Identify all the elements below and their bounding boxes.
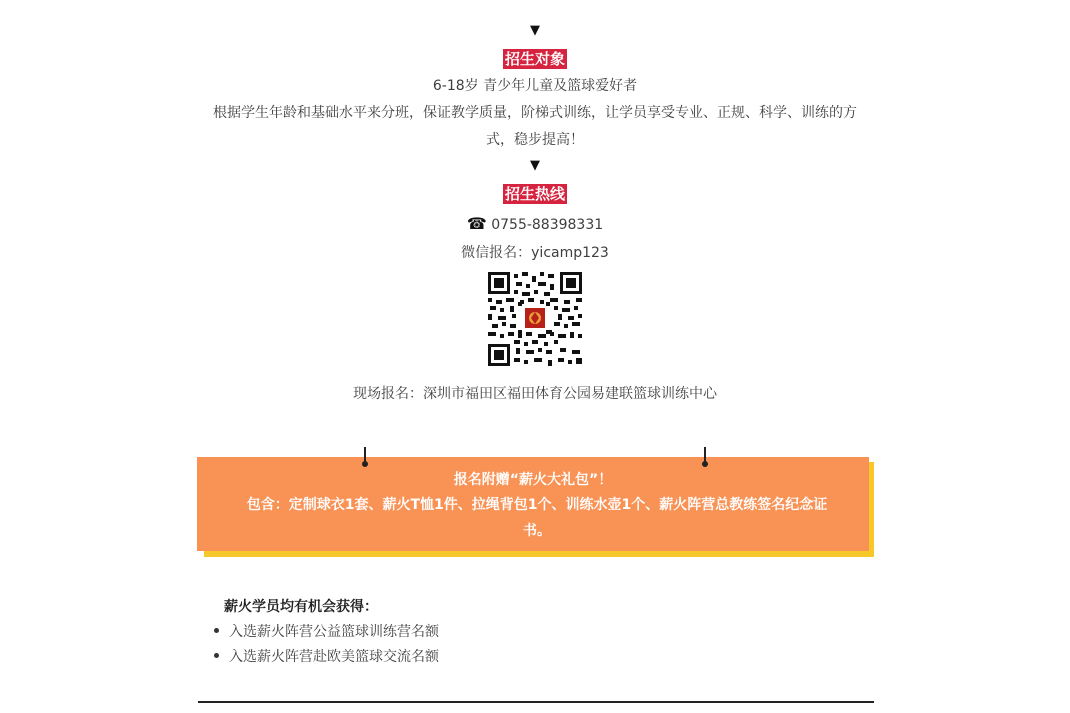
onsite-signup-text: 现场报名：深圳市福田区福田体育公园易建联篮球训练中心	[353, 386, 717, 402]
section-heading-target	[0, 49, 1070, 69]
heading-target-label: 招生对象	[504, 50, 565, 68]
age-range-text: 6-18岁 青少年儿童及篮球爱好者	[432, 78, 638, 94]
pin-left-head-icon	[362, 461, 368, 467]
list-item	[214, 647, 439, 667]
phone-line	[0, 214, 1070, 235]
list-item	[214, 622, 439, 642]
pin-right-head-icon	[702, 461, 708, 467]
wechat-signup-text: 微信报名：yicamp123	[461, 245, 609, 261]
arrow-down-icon: ▼	[530, 23, 540, 38]
divider	[198, 701, 874, 703]
description-text: 根据学生年龄和基础水平来分班，保证教学质量，阶梯式训练，让学员享受专业、正规、科学、训练的方式，稳步提高！	[213, 105, 857, 148]
bullet-icon	[214, 628, 219, 633]
gift-box-contents: 包含：定制球衣1套、薪火T恤1件、拉绳背包1个、训练水壶1个、薪火阵营总教练签名纪念证书。	[246, 497, 828, 539]
benefits-title: 薪火学员均有机会获得：	[224, 599, 378, 615]
gift-box-title: 报名附赠“薪火大礼包”！	[453, 472, 613, 488]
qr-code-icon	[488, 272, 582, 366]
list-item-label: 入选薪火阵营公益篮球训练营名额	[229, 624, 439, 640]
heading-hotline-label: 招生热线	[504, 185, 565, 203]
section-heading-hotline	[0, 184, 1070, 204]
phone-icon: ☎	[466, 214, 487, 233]
arrow-down-icon: ▼	[530, 158, 540, 173]
bullet-icon	[214, 653, 219, 658]
list-item-label: 入选薪火阵营赴欧美篮球交流名额	[229, 649, 439, 665]
phone-number[interactable]: 0755-88398331	[491, 217, 604, 233]
gift-package-box	[197, 457, 869, 551]
